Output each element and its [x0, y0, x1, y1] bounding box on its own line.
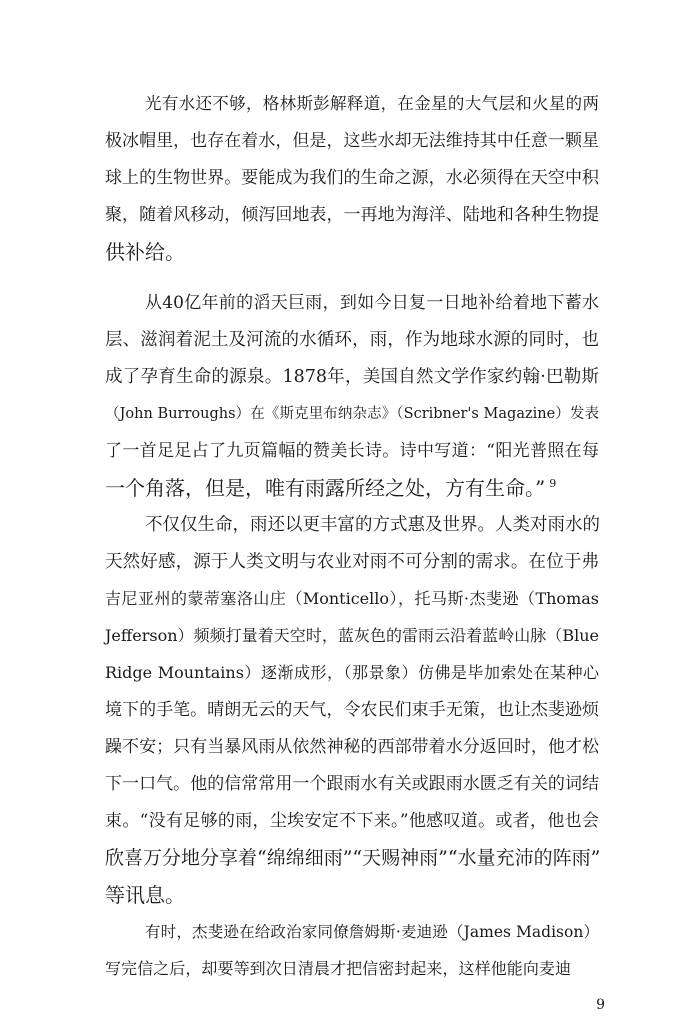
paragraph-1-line-1: 光有水还不够，格林斯彭解释道，在金星的大气层和火星的两: [145, 94, 599, 113]
paragraph-1-line-2: 极冰帽里，也存在着水，但是，这些水却无法维持其中任意一颗星: [105, 131, 599, 151]
paragraph-3-line-11: 等讯息。: [105, 883, 185, 907]
paragraph-3-line-9: 束。“没有足够的雨，尘埃安定不下来。”他感叹道。或者，他也会: [105, 811, 599, 831]
paragraph-2-line-6: [105, 473, 556, 503]
paragraph-3-line-6: 境下的手笔。晴朗无云的天气，令农民们束手无策，也让杰斐逊烦: [105, 700, 599, 720]
paragraph-3-line-3: 吉尼亚州的蒙蒂塞洛山庄（Monticello），托马斯·杰斐逊（Thomas: [105, 589, 599, 608]
paragraph-2-line-6-text: 一个角落，但是，唯有雨露所经之处，方有生命。”: [105, 476, 546, 500]
paragraph-3-line-1: 不仅仅生命，雨还以更丰富的方式惠及世界。人类对雨水的: [145, 515, 600, 535]
paragraph-3-line-8: 下一口气。他的信常常用一个跟雨水有关或跟雨水匮乏有关的词结: [105, 774, 599, 794]
page-number: 9: [596, 997, 605, 1013]
paragraph-2-line-2: 层、滋润着泥土及河流的水循环，雨，作为地球水源的同时，也: [105, 330, 599, 350]
paragraph-1-line-5: 供补给。: [105, 240, 185, 264]
paragraph-1-line-4: 聚，随着风移动，倾泻回地表，一再地为海洋、陆地和各种生物提: [105, 205, 599, 225]
paragraph-3-line-10: 欣喜万分地分享着“绵绵细雨”“天赐神雨”“水量充沛的阵雨”: [105, 847, 601, 869]
paragraph-2-line-3: 成了孕育生命的源泉。1878年，美国自然文学作家约翰·巴勒斯: [105, 367, 599, 387]
paragraph-2-line-4: （John Burroughs）在《斯克里布纳杂志》（Scribner's Magazine）发表: [105, 406, 599, 422]
paragraph-3-line-2: 天然好感，源于人类文明与农业对雨不可分割的需求。在位于弗: [105, 552, 599, 572]
paragraph-4-line-1: 有时，杰斐逊在给政治家同僚詹姆斯·麦迪逊（James Madison）: [145, 923, 599, 941]
paragraph-3-line-5: Ridge Mountains）逐渐成形，（那景象）仿佛是毕加索处在某种心: [105, 663, 599, 682]
paragraph-3-line-7: 躁不安；只有当暴风雨从依然神秘的西部带着水分返回时，他才松: [105, 737, 599, 757]
paragraph-2-line-5: 了一首足足占了九页篇幅的赞美长诗。诗中写道：“阳光普照在每: [105, 441, 599, 461]
footnote-reference: 9: [549, 477, 557, 491]
paragraph-4-line-2: 写完信之后，却要等到次日清晨才把信密封起来，这样他能向麦迪: [105, 959, 571, 978]
paragraph-3-line-4: Jefferson）频频打量着天空时，蓝灰色的雷雨云沿着蓝岭山脉（Blue: [105, 626, 599, 645]
paragraph-1-line-3: 球上的生物世界。要能成为我们的生命之源，水必须得在天空中积: [105, 168, 599, 188]
paragraph-2-line-1: 从40亿年前的滔天巨雨，到如今日复一日地补给着地下蓄水: [145, 293, 599, 313]
